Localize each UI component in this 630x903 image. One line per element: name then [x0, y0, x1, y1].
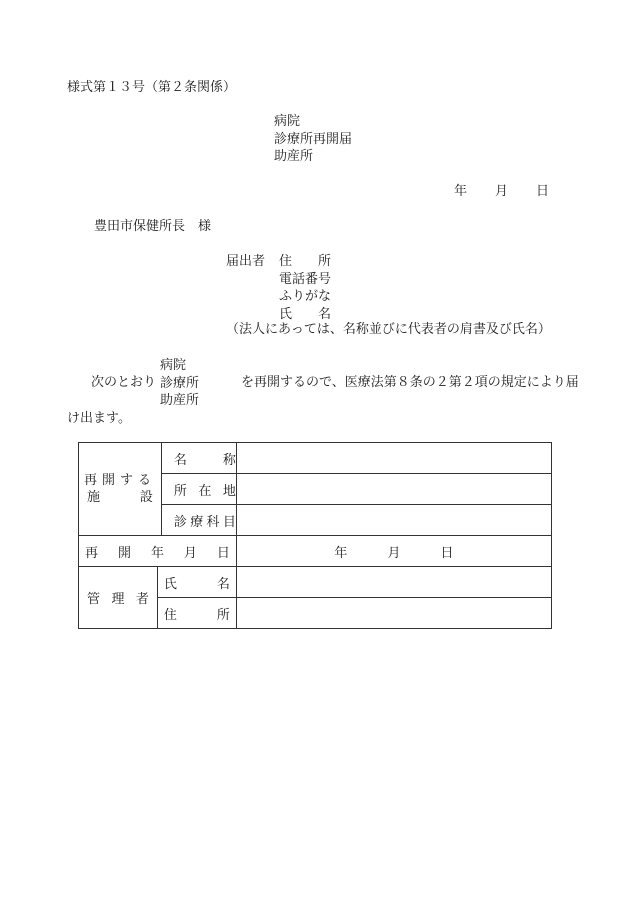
- label-char: 管: [87, 592, 101, 607]
- label-char: 氏: [163, 576, 177, 592]
- reopen-date-field[interactable]: [236, 536, 551, 567]
- label-char: 者: [135, 592, 149, 607]
- manager-address-label: [157, 598, 236, 629]
- document-title: [274, 113, 352, 166]
- label-char: 理: [111, 592, 125, 607]
- label-char: 称: [222, 452, 236, 468]
- title-line-hospital: 病院: [274, 114, 301, 129]
- label-char: 目: [222, 514, 236, 530]
- addressee: 豊田市保健所長 様: [94, 219, 212, 234]
- label-char: 地: [222, 483, 236, 499]
- label-char: 月: [183, 545, 197, 561]
- facility-name-label: [161, 443, 236, 474]
- table-row: [79, 536, 552, 567]
- body-type-midwifery: 助産所: [160, 393, 200, 408]
- facility-label-char: 施: [87, 490, 101, 505]
- title-line-clinic: 診療所再開届: [274, 131, 353, 147]
- form-number: 様式第１３号（第２条関係）: [67, 80, 237, 95]
- date-month: 月: [495, 184, 509, 199]
- label-char: 住: [163, 607, 177, 623]
- label-char: 名: [216, 576, 230, 592]
- notifier-fields: [279, 253, 331, 323]
- body-facility-types: [160, 357, 199, 410]
- body-prefix: 次のとおり: [91, 375, 157, 390]
- notifier-name-label: 氏 名: [279, 306, 332, 322]
- facility-label-char: 設: [139, 490, 153, 505]
- table-row: [79, 567, 552, 598]
- notifier-furigana-label: ふりがな: [279, 289, 332, 304]
- facility-label-line1: 再開する: [83, 473, 156, 488]
- date-year: 年: [454, 184, 468, 199]
- label-char: 開: [117, 545, 131, 561]
- reopen-year: 年: [334, 545, 348, 561]
- facility-location-field[interactable]: [236, 474, 551, 505]
- manager-name-field[interactable]: [236, 567, 551, 598]
- facility-location-label: [161, 474, 236, 505]
- notifier-label: 届出者: [226, 254, 266, 269]
- corporation-note: （法人にあっては、名称並びに代表者の肩書及び氏名）: [226, 322, 551, 337]
- body-continuation: け出ます。: [67, 411, 131, 426]
- submission-date: [454, 183, 549, 200]
- reopen-day: 日: [440, 545, 454, 561]
- facility-name-field[interactable]: [236, 443, 551, 474]
- notifier-address-label: 住 所: [279, 254, 332, 269]
- body-type-hospital: 病院: [160, 358, 187, 373]
- label-char: 療: [190, 514, 204, 530]
- label-char: 年: [150, 545, 164, 561]
- label-char: 科: [206, 514, 220, 530]
- notifier-phone-label: 電話番号: [279, 271, 332, 287]
- manager-address-field[interactable]: [236, 598, 551, 629]
- reopen-date-label: [79, 536, 237, 567]
- title-line-midwifery: 助産所: [274, 149, 314, 164]
- body-type-clinic: 診療所: [160, 375, 200, 391]
- manager-name-label: [157, 567, 236, 598]
- reopening-form-table: [78, 442, 552, 629]
- label-char: 診: [173, 514, 187, 530]
- body-text: を再開するので、医療法第８条の２第２項の規定により届: [241, 375, 579, 390]
- reopen-month: 月: [387, 545, 401, 561]
- facility-departments-field[interactable]: [236, 505, 551, 536]
- label-char: 再: [85, 545, 99, 561]
- facility-departments-label: [161, 505, 236, 536]
- manager-label-cell: [79, 567, 158, 629]
- date-day: 日: [536, 184, 550, 199]
- label-char: 日: [216, 545, 230, 561]
- label-char: 所: [173, 483, 187, 499]
- facility-label-cell: [79, 443, 162, 536]
- label-char: 所: [216, 607, 230, 623]
- label-char: 名: [173, 452, 187, 468]
- table-row: [79, 443, 552, 474]
- label-char: 在: [198, 483, 212, 499]
